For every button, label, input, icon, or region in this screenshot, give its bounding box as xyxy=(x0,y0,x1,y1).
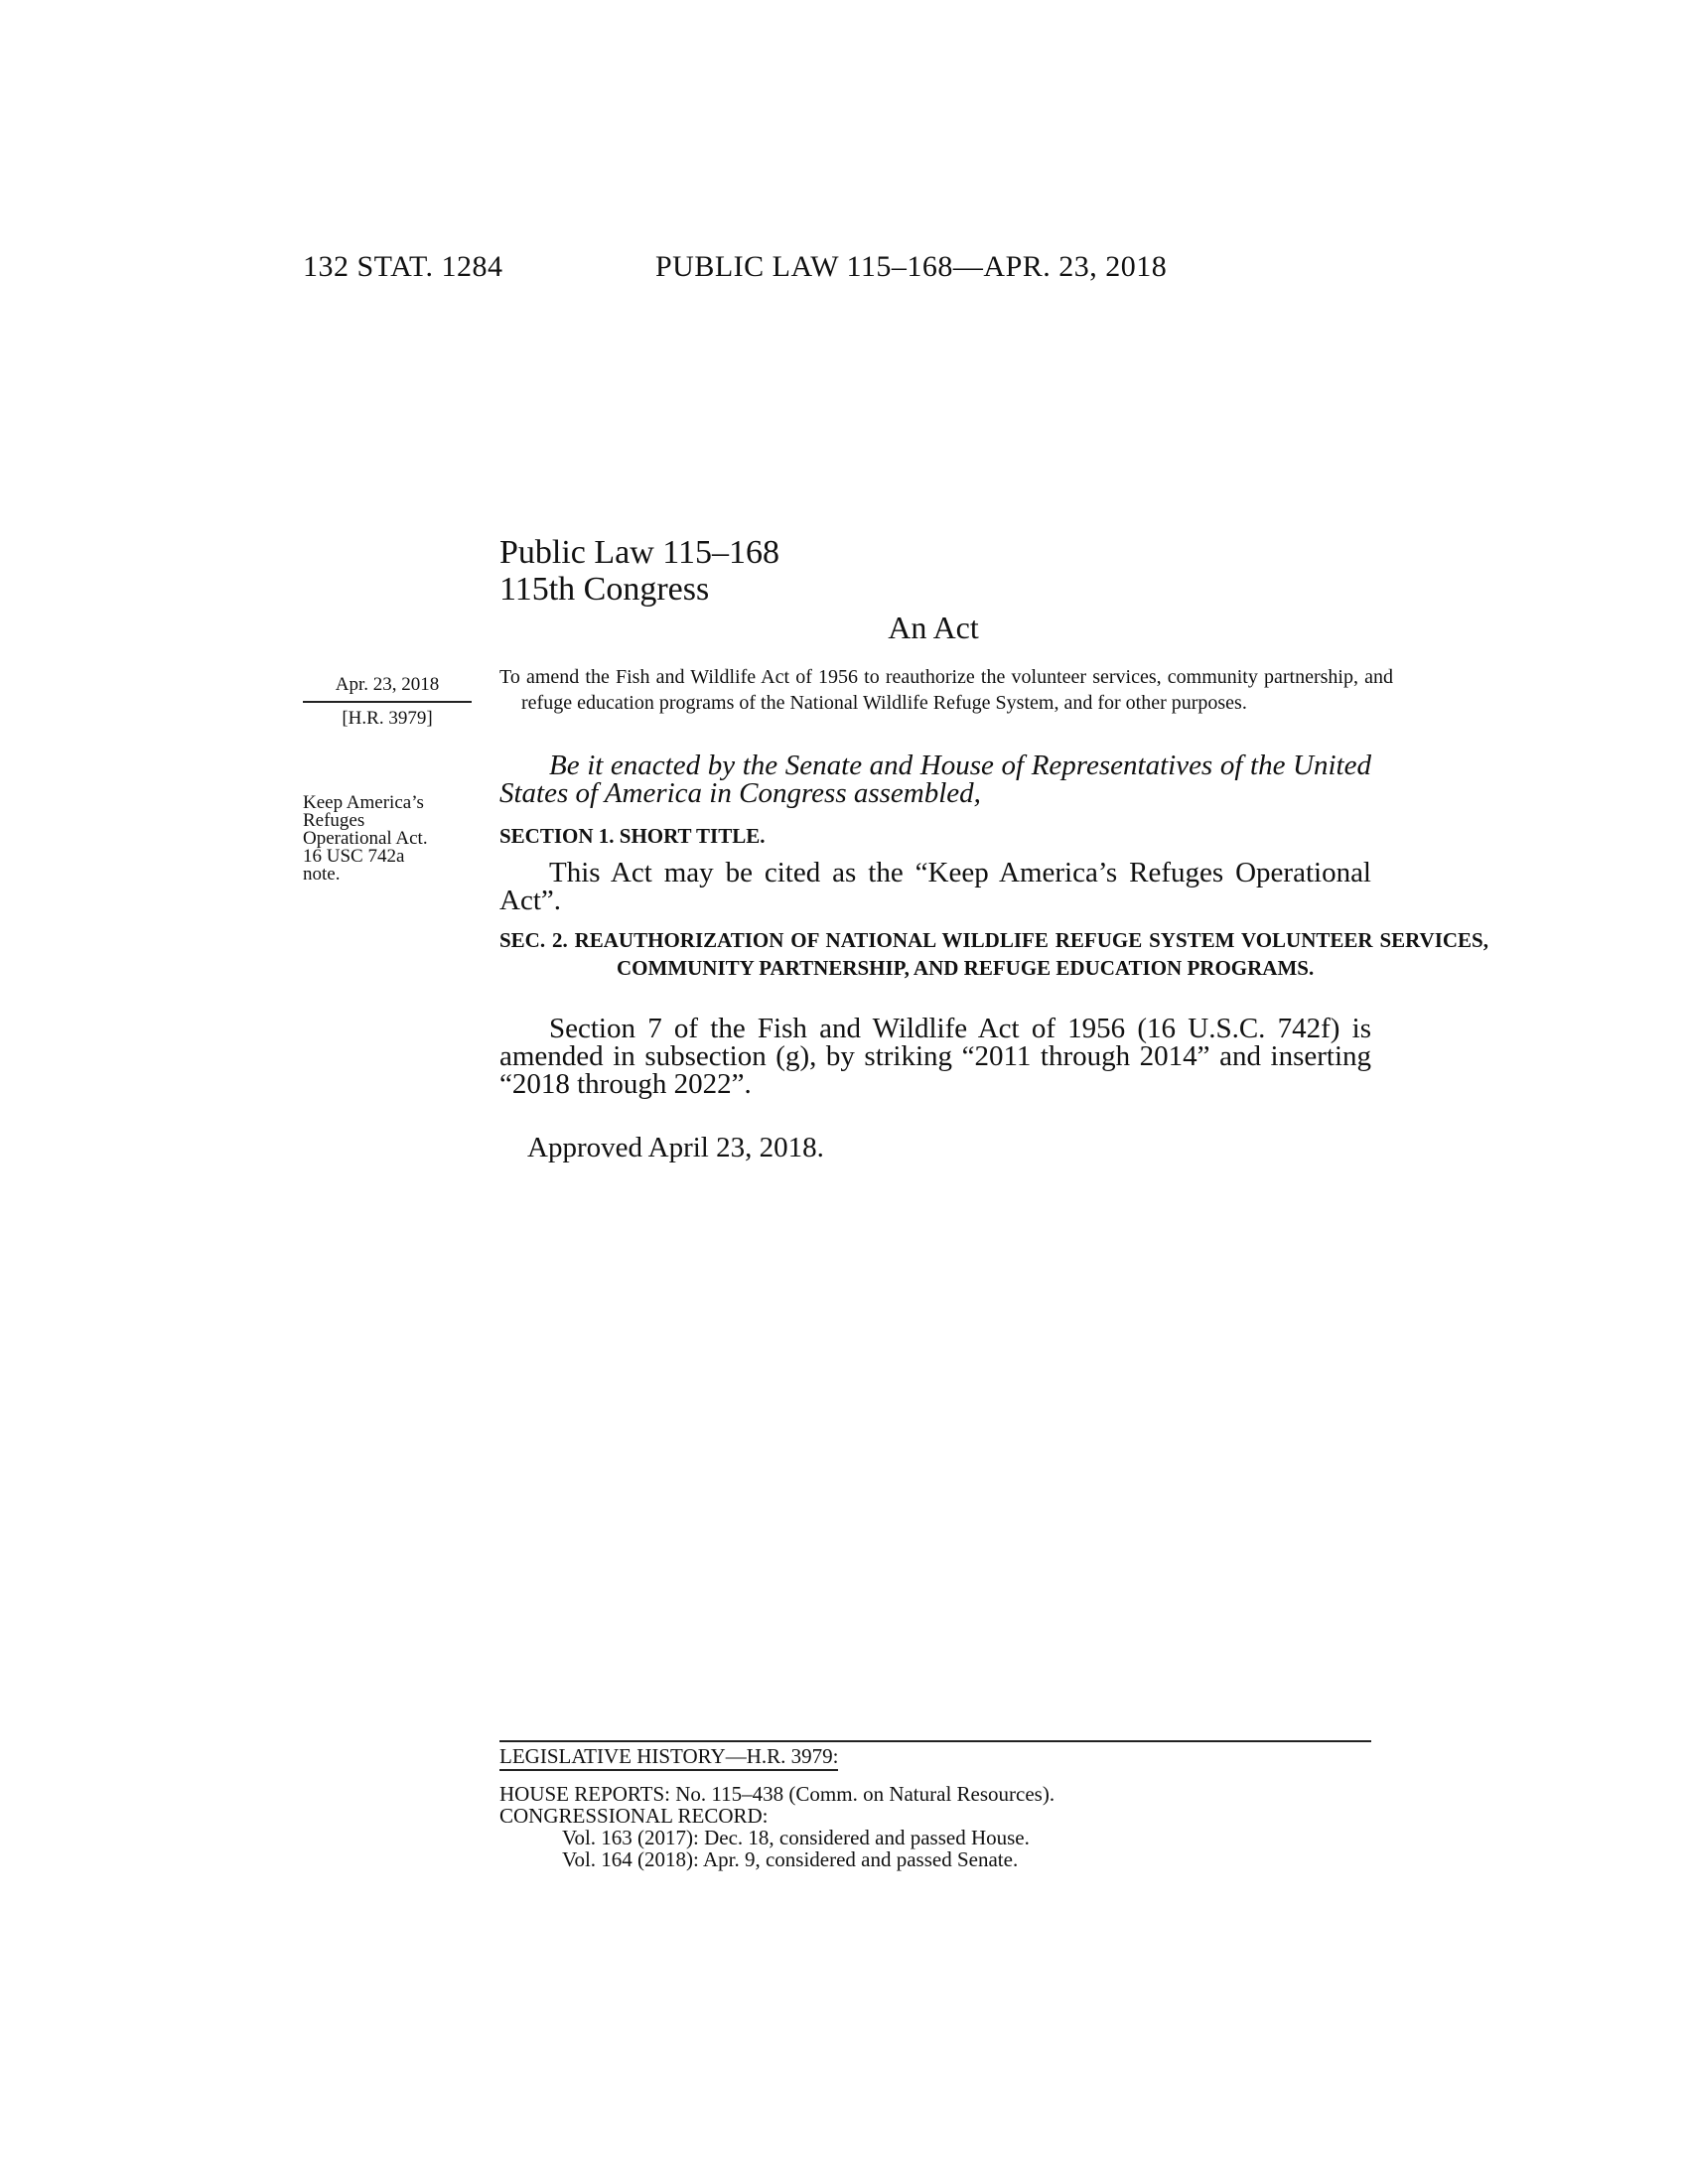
margin-note-line: note. xyxy=(303,864,341,885)
margin-date: Apr. 23, 2018 xyxy=(303,674,472,703)
history-divider xyxy=(499,1740,1371,1742)
margin-note-line: Keep America’s xyxy=(303,792,424,813)
margin-short-title-note xyxy=(303,794,482,884)
section-1-text: This Act may be cited as the “Keep America’s Refuges Operational Act”. xyxy=(499,857,1371,916)
congressional-record-entry: Vol. 164 (2018): Apr. 9, considered and passed Senate. xyxy=(562,1847,1019,1871)
section-2-heading: SEC. 2. REAUTHORIZATION OF NATIONAL WILDLIFE REFUGE SYSTEM VOLUNTEER SERVICES, COMMUNITY PARTNERSHIP, AND REFUGE EDUCATION PROGRAMS. xyxy=(499,928,1488,980)
approval-date: Approved April 23, 2018. xyxy=(527,1132,824,1163)
running-title: PUBLIC LAW 115–168—APR. 23, 2018 xyxy=(655,250,1168,283)
margin-note-line: 16 USC 742a xyxy=(303,846,405,867)
legislative-history-heading xyxy=(499,1745,838,1771)
section-2-text: Section 7 of the Fish and Wildlife Act of 1956 (16 U.S.C. 742f) is amended in subsection (g), by striking “2011 through 2014” and inserting “2018 through 2022”. xyxy=(499,1013,1371,1100)
congressional-record-entry: Vol. 163 (2017): Dec. 18, considered and passed House. xyxy=(562,1826,1030,1849)
enacting-clause: Be it enacted by the Senate and House of Representatives of the United States of America in Congress assembled, xyxy=(499,750,1371,809)
house-reports: HOUSE REPORTS: No. 115–438 (Comm. on Natural Resources). xyxy=(499,1782,1055,1806)
purpose-statement: To amend the Fish and Wildlife Act of 1956 to reauthorize the volunteer services, community partnership, and refuge education programs of the National Wildlife Refuge System, and for other purposes. xyxy=(499,666,1393,714)
margin-note-line: Refuges xyxy=(303,810,365,831)
section-1-heading: SECTION 1. SHORT TITLE. xyxy=(499,824,766,848)
congressional-record-label: CONGRESSIONAL RECORD: xyxy=(499,1804,769,1828)
legislative-history-heading-text: LEGISLATIVE HISTORY—H.R. 3979: xyxy=(499,1745,838,1771)
act-label: An Act xyxy=(888,610,979,645)
congress-title: 115th Congress xyxy=(499,571,710,608)
margin-bill-number: [H.R. 3979] xyxy=(342,708,433,729)
margin-note-line: Operational Act. xyxy=(303,828,428,849)
stat-page-number: 132 STAT. 1284 xyxy=(303,250,503,283)
law-title: Public Law 115–168 xyxy=(499,534,780,571)
